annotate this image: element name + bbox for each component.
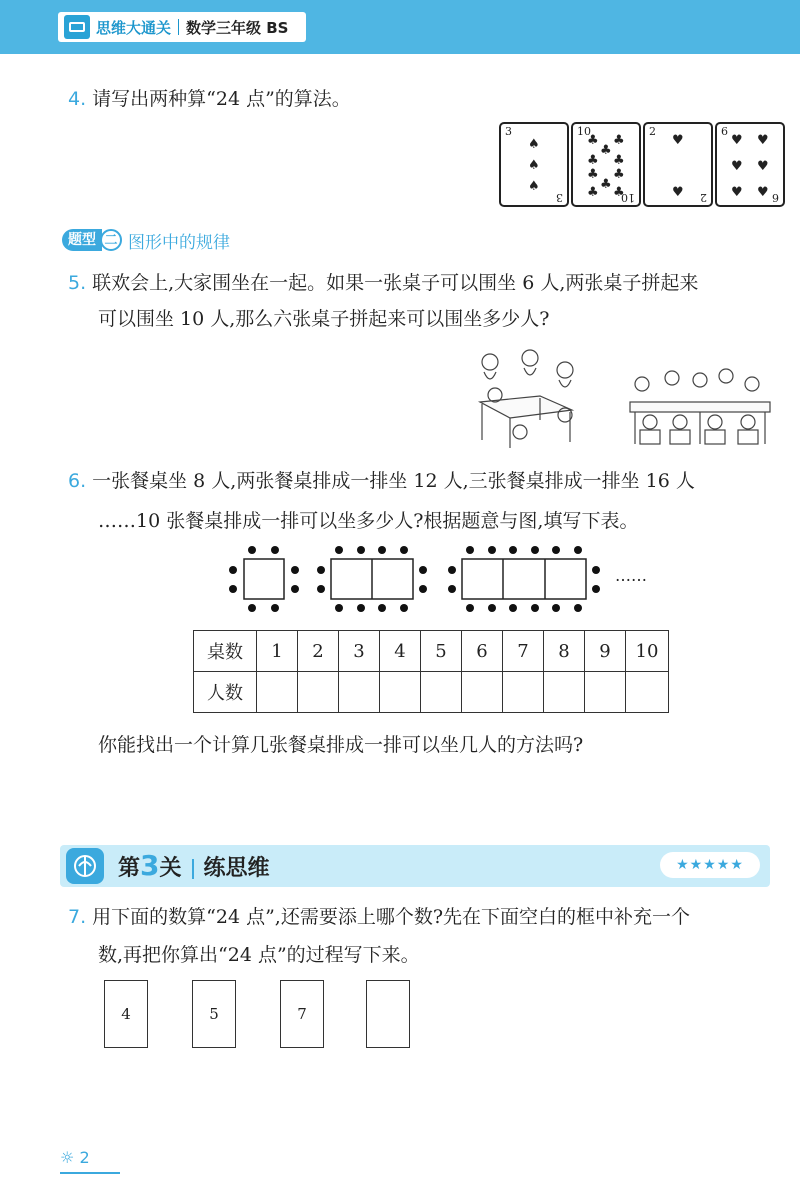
heart-icon: ♥ — [731, 185, 743, 200]
answer-cell[interactable] — [626, 672, 669, 713]
divider — [192, 859, 194, 879]
heart-icon: ♥ — [672, 133, 684, 148]
question-text: 联欢会上,大家围坐在一起。如果一张桌子可以围坐 6 人,两张桌子拼起来 — [92, 272, 699, 294]
row-header: 桌数 — [194, 631, 257, 672]
answer-cell[interactable] — [380, 672, 421, 713]
series-title: 思维大通关 — [96, 18, 172, 37]
table-cell: 2 — [298, 631, 339, 672]
playing-card — [499, 122, 569, 207]
question-6-followup — [98, 728, 583, 762]
answer-cell[interactable] — [421, 672, 462, 713]
number-box: 5 — [192, 980, 236, 1048]
table-cell: 8 — [544, 631, 585, 672]
number-box: 7 — [280, 980, 324, 1048]
question-4 — [68, 82, 351, 116]
question-text: 你能找出一个计算几张餐桌排成一排可以坐几人的方法吗? — [98, 734, 584, 756]
footer-line — [60, 1172, 120, 1174]
spade-icon: ♠ — [528, 179, 540, 194]
table-seating-diagram — [225, 542, 625, 616]
blank-number-box[interactable] — [366, 980, 410, 1048]
brain-icon — [66, 848, 104, 884]
book-title: 数学三年级 BS — [186, 18, 289, 37]
question-number: 6. — [68, 470, 87, 492]
spade-icon: ♠ — [528, 137, 540, 152]
club-icon: ♣ — [587, 153, 599, 168]
card-rank: 10 — [577, 125, 591, 138]
answer-cell[interactable] — [503, 672, 544, 713]
club-icon: ♣ — [613, 167, 625, 182]
table-cell: 6 — [462, 631, 503, 672]
section-3-title — [118, 848, 270, 887]
children-at-tables-illustration — [470, 340, 775, 450]
fill-in-table — [193, 630, 669, 713]
ellipsis: …… — [615, 566, 647, 585]
club-icon: ♣ — [600, 143, 612, 158]
section-number: 二 — [100, 229, 122, 251]
table-row — [194, 631, 669, 672]
card-rank: 2 — [649, 125, 656, 138]
header-divider — [178, 19, 179, 35]
sun-icon: ☼ — [60, 1148, 75, 1167]
section-tag — [62, 228, 230, 252]
table-cell: 5 — [421, 631, 462, 672]
difficulty-stars: ★★★★★ — [660, 852, 760, 878]
question-text: 用下面的数算“24 点”,还需要添上哪个数?先在下面空白的框中补充一个 — [92, 906, 691, 928]
answer-cell[interactable] — [339, 672, 380, 713]
table-cell: 1 — [257, 631, 298, 672]
answer-cell[interactable] — [462, 672, 503, 713]
card-rank: 6 — [772, 191, 779, 204]
card-rank: 3 — [556, 191, 563, 204]
question-7-line2 — [98, 938, 420, 972]
page-number: 2 — [79, 1148, 90, 1167]
section-number: 3 — [140, 849, 160, 882]
section-label: 题型 — [62, 229, 102, 251]
answer-cell[interactable] — [544, 672, 585, 713]
question-text: 数,再把你算出“24 点”的过程写下来。 — [98, 944, 420, 966]
card-rank: 10 — [621, 191, 635, 204]
question-text: 请写出两种算“24 点”的算法。 — [92, 88, 351, 110]
question-text: 可以围坐 10 人,那么六张桌子拼起来可以围坐多少人? — [98, 308, 550, 330]
table-cell: 4 — [380, 631, 421, 672]
club-icon: ♣ — [613, 153, 625, 168]
book-icon — [64, 15, 90, 39]
table-cell: 7 — [503, 631, 544, 672]
heart-icon: ♥ — [731, 133, 743, 148]
heart-icon: ♥ — [731, 159, 743, 174]
page-footer — [60, 1148, 90, 1167]
question-text: ……10 张餐桌排成一排可以坐多少人?根据题意与图,填写下表。 — [98, 510, 639, 532]
section-name: 练思维 — [203, 856, 270, 881]
playing-card — [571, 122, 641, 207]
question-number: 5. — [68, 272, 87, 294]
spade-icon: ♠ — [528, 158, 540, 173]
section-title: 图形中的规律 — [128, 232, 230, 253]
club-icon: ♣ — [613, 133, 625, 148]
heart-icon: ♥ — [672, 185, 684, 200]
question-5-line2 — [98, 302, 549, 336]
answer-cell[interactable] — [257, 672, 298, 713]
table-cell: 3 — [339, 631, 380, 672]
club-icon: ♣ — [587, 167, 599, 182]
question-7 — [68, 900, 690, 934]
section-suffix: 关 — [159, 856, 182, 881]
card-rank: 2 — [700, 191, 707, 204]
section-prefix: 第 — [118, 856, 141, 881]
question-number: 7. — [68, 906, 87, 928]
question-number: 4. — [68, 88, 87, 110]
heart-icon: ♥ — [757, 185, 769, 200]
heart-icon: ♥ — [757, 133, 769, 148]
header-pill — [58, 12, 306, 42]
table-cell: 10 — [626, 631, 669, 672]
club-icon: ♣ — [600, 177, 612, 192]
card-rank: 6 — [721, 125, 728, 138]
club-icon: ♣ — [613, 185, 625, 200]
heart-icon: ♥ — [757, 159, 769, 174]
club-icon: ♣ — [587, 185, 599, 200]
answer-cell[interactable] — [298, 672, 339, 713]
answer-cell[interactable] — [585, 672, 626, 713]
question-6-line2 — [98, 504, 638, 538]
number-box: 4 — [104, 980, 148, 1048]
club-icon: ♣ — [587, 133, 599, 148]
header-bar — [0, 0, 800, 54]
question-text: 一张餐桌坐 8 人,两张餐桌排成一排坐 12 人,三张餐桌排成一排坐 16 人 — [92, 470, 695, 492]
playing-card — [715, 122, 785, 207]
question-5 — [68, 266, 698, 300]
card-rank: 3 — [505, 125, 512, 138]
question-6 — [68, 464, 695, 498]
table-row — [194, 672, 669, 713]
row-header: 人数 — [194, 672, 257, 713]
playing-card — [643, 122, 713, 207]
table-cell: 9 — [585, 631, 626, 672]
